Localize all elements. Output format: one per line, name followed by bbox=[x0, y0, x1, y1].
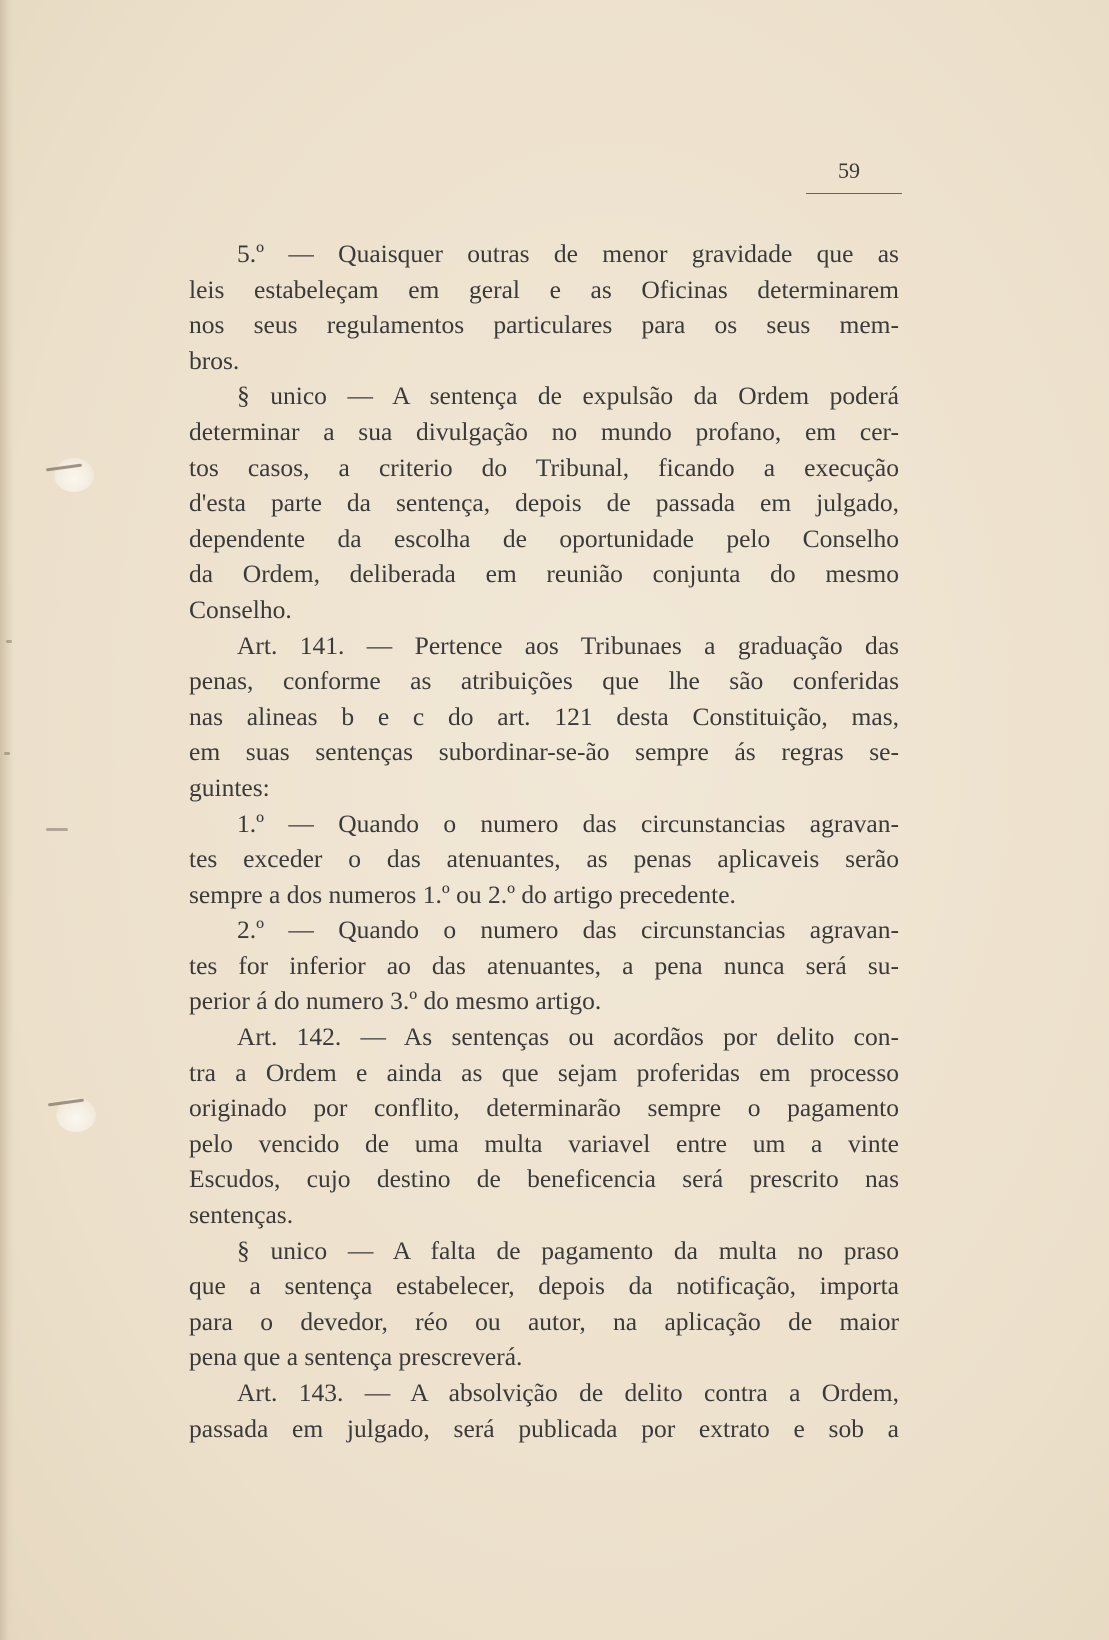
paper-speck bbox=[4, 752, 10, 755]
text-line: que a sentença estabelecer, depois da notificação, importa bbox=[189, 1271, 899, 1301]
text-line: pena que a sentença prescreverá. bbox=[189, 1342, 523, 1372]
text-line: tos casos, a criterio do Tribunal, ficando a execução bbox=[189, 452, 899, 482]
text-line: Art. 143. — A absolvição de delito contra a Ordem, bbox=[237, 1378, 899, 1407]
text-line: tra a Ordem e ainda as que sejam proferidas em processo bbox=[189, 1057, 899, 1087]
text-line: dependente da escolha de oportunidade pelo Conselho bbox=[189, 523, 899, 553]
text-line: tes exceder o das atenuantes, as penas aplicaveis serão bbox=[189, 844, 899, 874]
text-line: sempre a dos numeros 1.º ou 2.º do artigo precedente. bbox=[189, 879, 736, 909]
text-line: § unico — A sentença de expulsão da Ordem poderá bbox=[237, 381, 899, 411]
page-number: 59 bbox=[838, 158, 860, 183]
text-line: Conselho. bbox=[189, 594, 292, 624]
text-line: Art. 141. — Pertence aos Tribunaes a graduação das bbox=[237, 630, 899, 660]
text-line: Escudos, cujo destino de beneficencia será prescrito nas bbox=[189, 1164, 899, 1194]
binding-hole-top bbox=[54, 458, 94, 492]
text-line: guintes: bbox=[189, 772, 270, 802]
text-line: d'esta parte da sentença, depois de passada em julgado, bbox=[189, 488, 899, 518]
page-number-rule bbox=[806, 193, 902, 194]
text-line: originado por conflito, determinarão sempre o pagamento bbox=[189, 1093, 899, 1123]
page-left-edge bbox=[0, 0, 14, 1640]
text-line: passada em julgado, será publicada por extrato e sob a bbox=[189, 1413, 899, 1443]
text-line: sentenças. bbox=[189, 1200, 294, 1230]
text-line: para o devedor, réo ou autor, na aplicação de maior bbox=[189, 1306, 899, 1336]
text-line: da Ordem, deliberada em reunião conjunta do mesmo bbox=[189, 559, 899, 589]
text-line: Art. 142. — As sentenças ou acordãos por delito con- bbox=[237, 1022, 899, 1052]
text-line: determinar a sua divulgação no mundo profano, em cer- bbox=[189, 416, 899, 446]
text-line: 2.º — Quando o numero das circunstancias agravan- bbox=[237, 915, 899, 945]
text-line: 5.º — Quaisquer outras de menor gravidade que as bbox=[237, 239, 899, 268]
text-line: perior á do numero 3.º do mesmo artigo. bbox=[189, 986, 602, 1016]
text-line: nas alineas b e c do art. 121 desta Constituição, mas, bbox=[189, 701, 899, 731]
text-line: tes for inferior ao das atenuantes, a pena nunca será su- bbox=[189, 950, 899, 980]
body-text bbox=[189, 236, 899, 1446]
text-line: nos seus regulamentos particulares para os seus mem- bbox=[189, 310, 899, 340]
text-line: § unico — A falta de pagamento da multa no praso bbox=[237, 1235, 899, 1265]
paper-speck bbox=[6, 640, 12, 643]
text-line: bros. bbox=[189, 345, 240, 375]
text-line: pelo vencido de uma multa variavel entre um a vinte bbox=[189, 1128, 899, 1158]
paper-speck bbox=[46, 828, 68, 831]
text-line: 1.º — Quando o numero das circunstancias agravan- bbox=[237, 808, 899, 838]
text-line: leis estabeleçam em geral e as Oficinas determinarem bbox=[189, 274, 899, 304]
text-line: penas, conforme as atribuições que lhe são conferidas bbox=[189, 666, 899, 696]
text-line: em suas sentenças subordinar-se-ão sempre ás regras se- bbox=[189, 737, 899, 767]
